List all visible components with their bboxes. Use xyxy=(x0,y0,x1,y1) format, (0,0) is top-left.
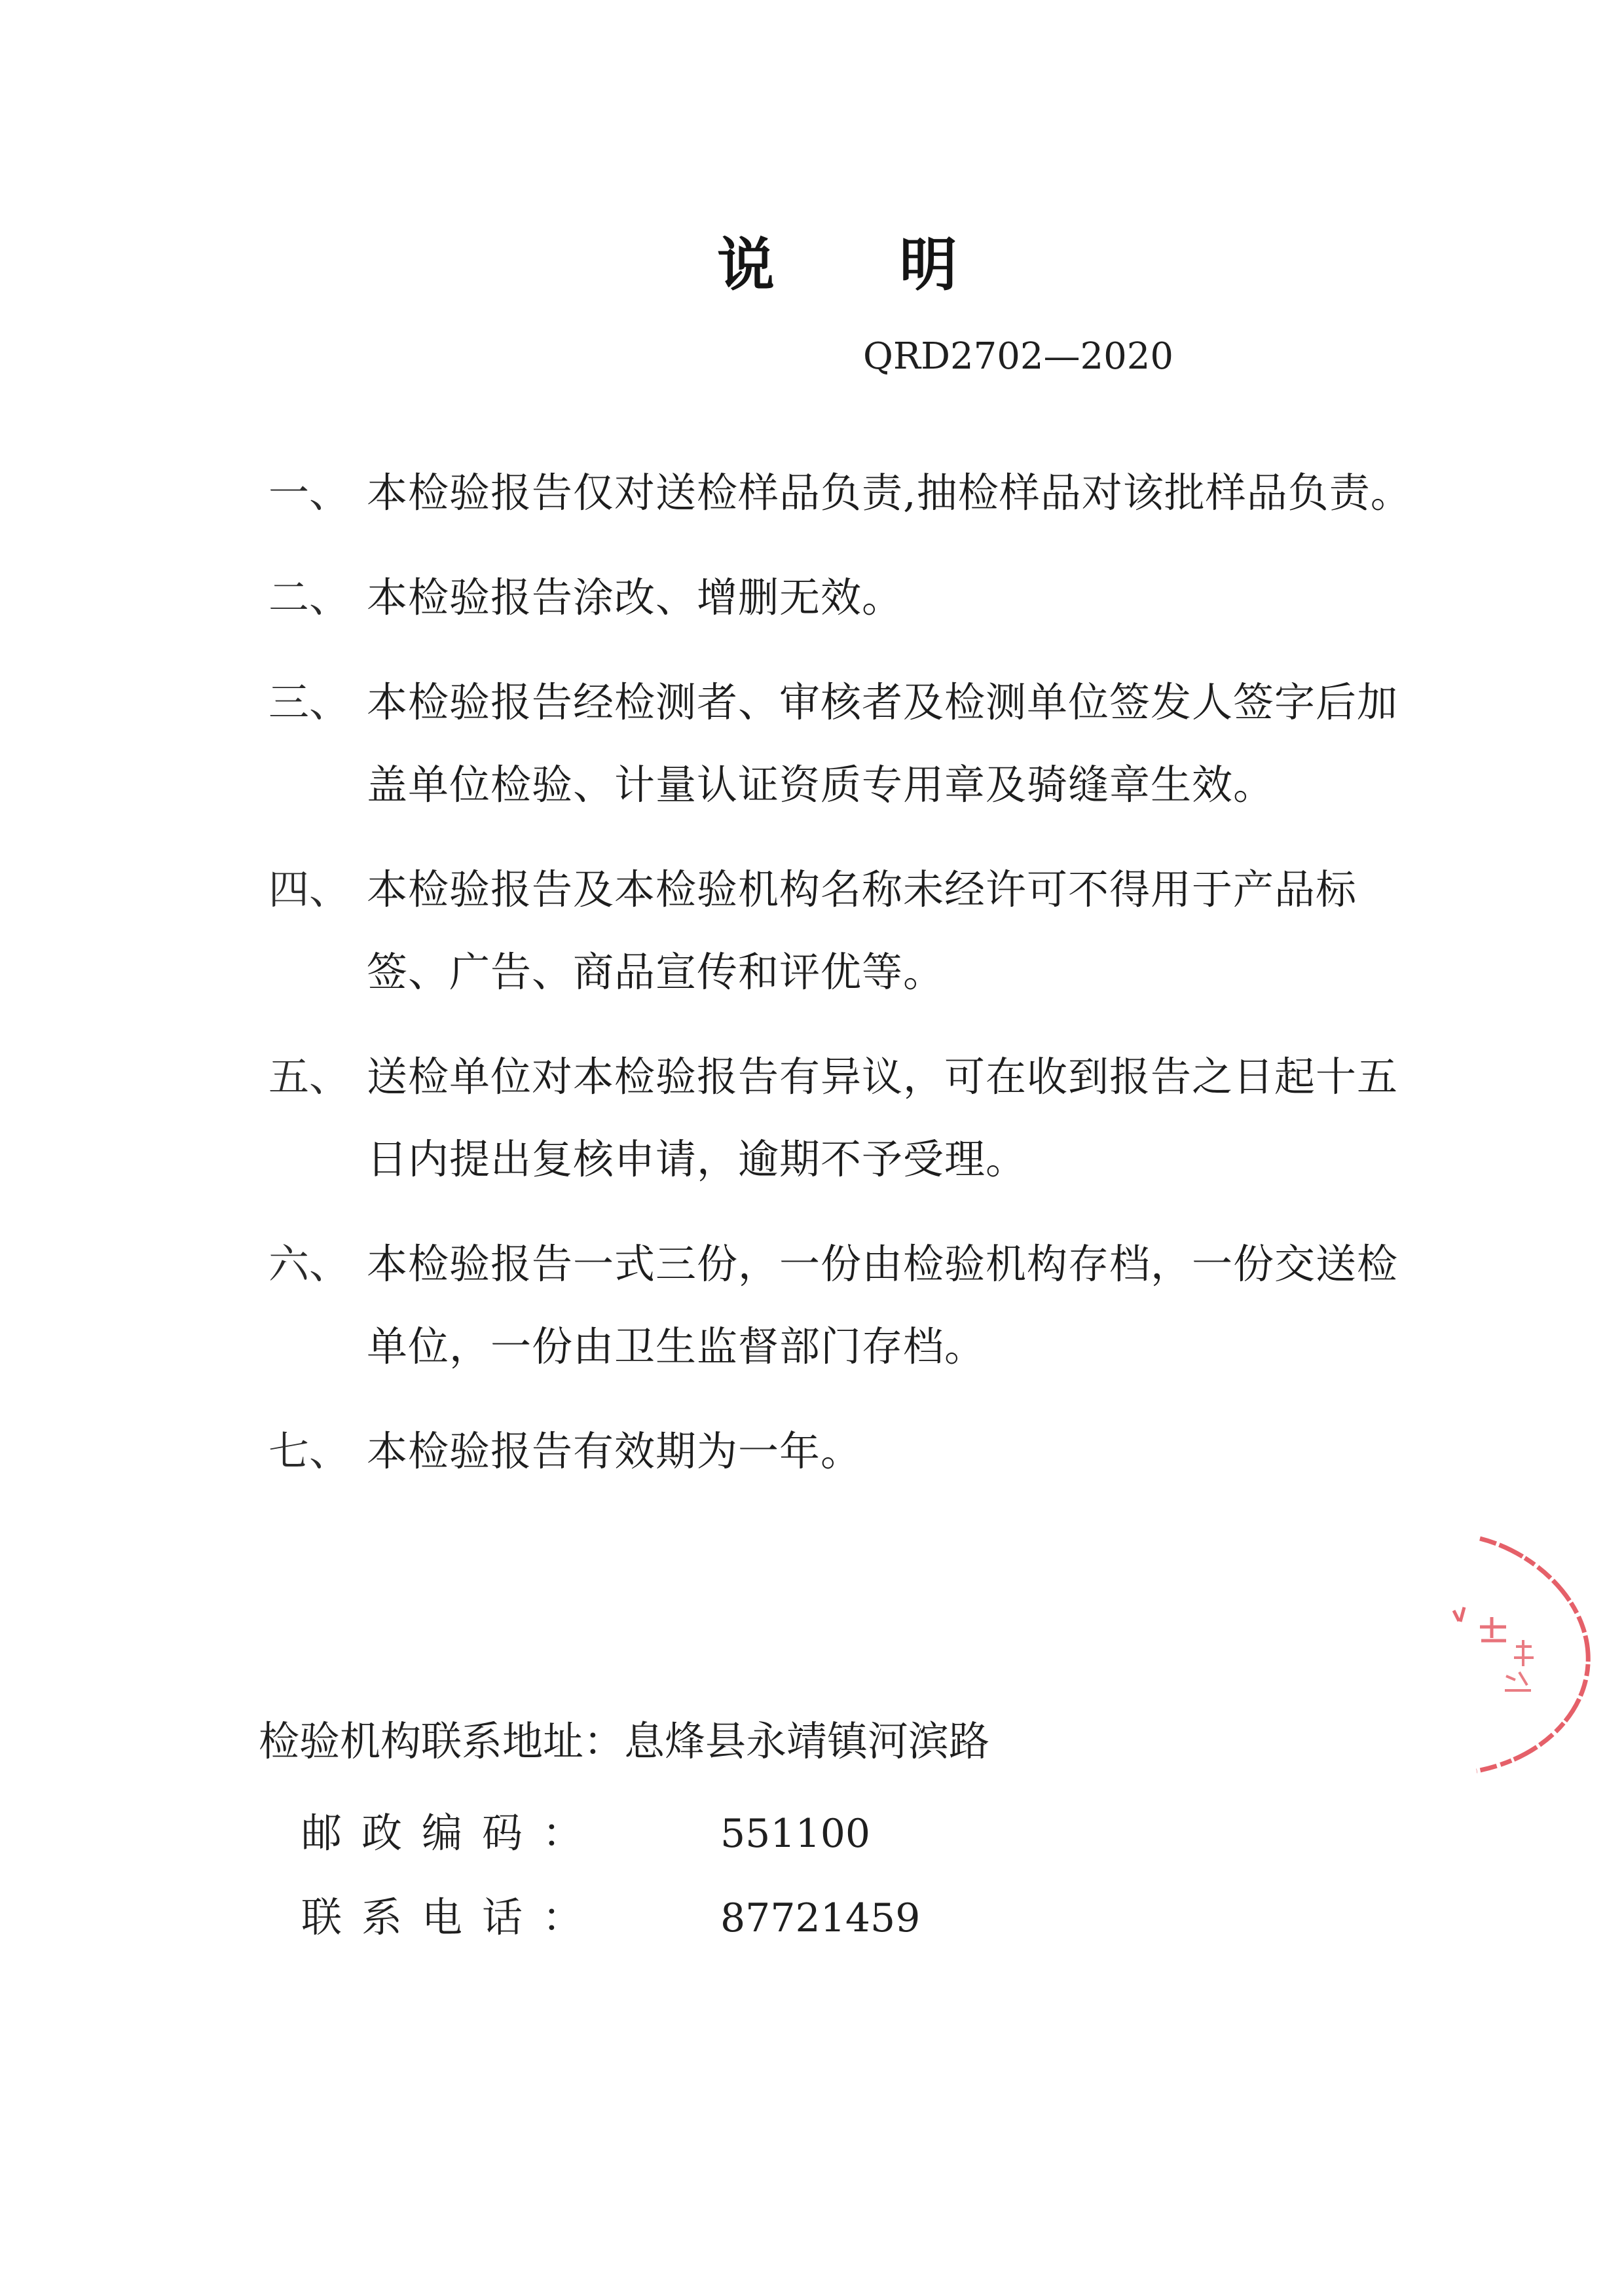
seal-mark-3 xyxy=(1514,1640,1534,1666)
notice-item-number: 七、 xyxy=(268,1427,350,1475)
contact-info xyxy=(259,1719,1372,1979)
notice-item-number: 二、 xyxy=(268,574,350,621)
notice-item-4 xyxy=(268,848,1414,1013)
notice-item-2 xyxy=(268,556,1414,639)
notice-item-text: 本检验报告仅对送检样品负责,抽检样品对该批样品负责。 xyxy=(367,469,1412,517)
partial-seal-stamp xyxy=(1408,1512,1604,1794)
notice-item-6 xyxy=(268,1223,1414,1388)
seal-ring xyxy=(1477,1539,1588,1771)
document-code: QRD2702—2020 xyxy=(863,335,1174,378)
address-label: 检验机构联系地址： xyxy=(259,1717,625,1765)
notice-item-text: 本检验报告有效期为一年。 xyxy=(367,1427,862,1475)
notice-item-text: 本检验报告经检测者、审核者及检测单位签发人签字后加盖单位检验、计量认证资质专用章及骑缝章生效。 xyxy=(367,678,1399,809)
page-title: 说 明 xyxy=(717,231,1010,299)
notice-item-number: 一、 xyxy=(268,469,350,517)
notice-item-text: 本检验报告涂改、增删无效。 xyxy=(367,574,904,621)
notice-item-number: 五、 xyxy=(268,1053,350,1101)
notice-item-7 xyxy=(268,1410,1414,1493)
contact-address-row xyxy=(259,1719,1372,1764)
notice-item-5 xyxy=(268,1036,1414,1201)
phone-value: 87721459 xyxy=(720,1895,921,1941)
notice-item-3 xyxy=(268,661,1414,826)
notice-item-number: 四、 xyxy=(268,866,350,913)
notice-item-text: 本检验报告及本检验机构名称未经许可不得用于产品标签、广告、商品宣传和评优等。 xyxy=(367,866,1357,996)
contact-phone-row xyxy=(259,1895,1372,1941)
seal-mark-4 xyxy=(1505,1672,1531,1690)
seal-mark-1 xyxy=(1454,1607,1464,1622)
notice-item-text: 本检验报告一式三份，一份由检验机构存档，一份交送检单位，一份由卫生监督部门存档。 xyxy=(367,1240,1399,1370)
phone-label: 联系电话： xyxy=(301,1893,603,1941)
notice-item-number: 六、 xyxy=(268,1240,350,1288)
postcode-value: 551100 xyxy=(720,1811,871,1857)
address-value: 息烽县永靖镇河滨路 xyxy=(624,1717,990,1765)
notice-item-1 xyxy=(268,452,1414,534)
postcode-label: 邮政编码： xyxy=(301,1809,603,1857)
contact-postcode-row xyxy=(259,1810,1372,1857)
notice-item-number: 三、 xyxy=(268,678,350,726)
notice-list xyxy=(268,452,1414,1515)
notice-item-text: 送检单位对本检验报告有异议，可在收到报告之日起十五日内提出复核申请，逾期不予受理。 xyxy=(367,1053,1399,1183)
seal-mark-2 xyxy=(1480,1617,1506,1641)
